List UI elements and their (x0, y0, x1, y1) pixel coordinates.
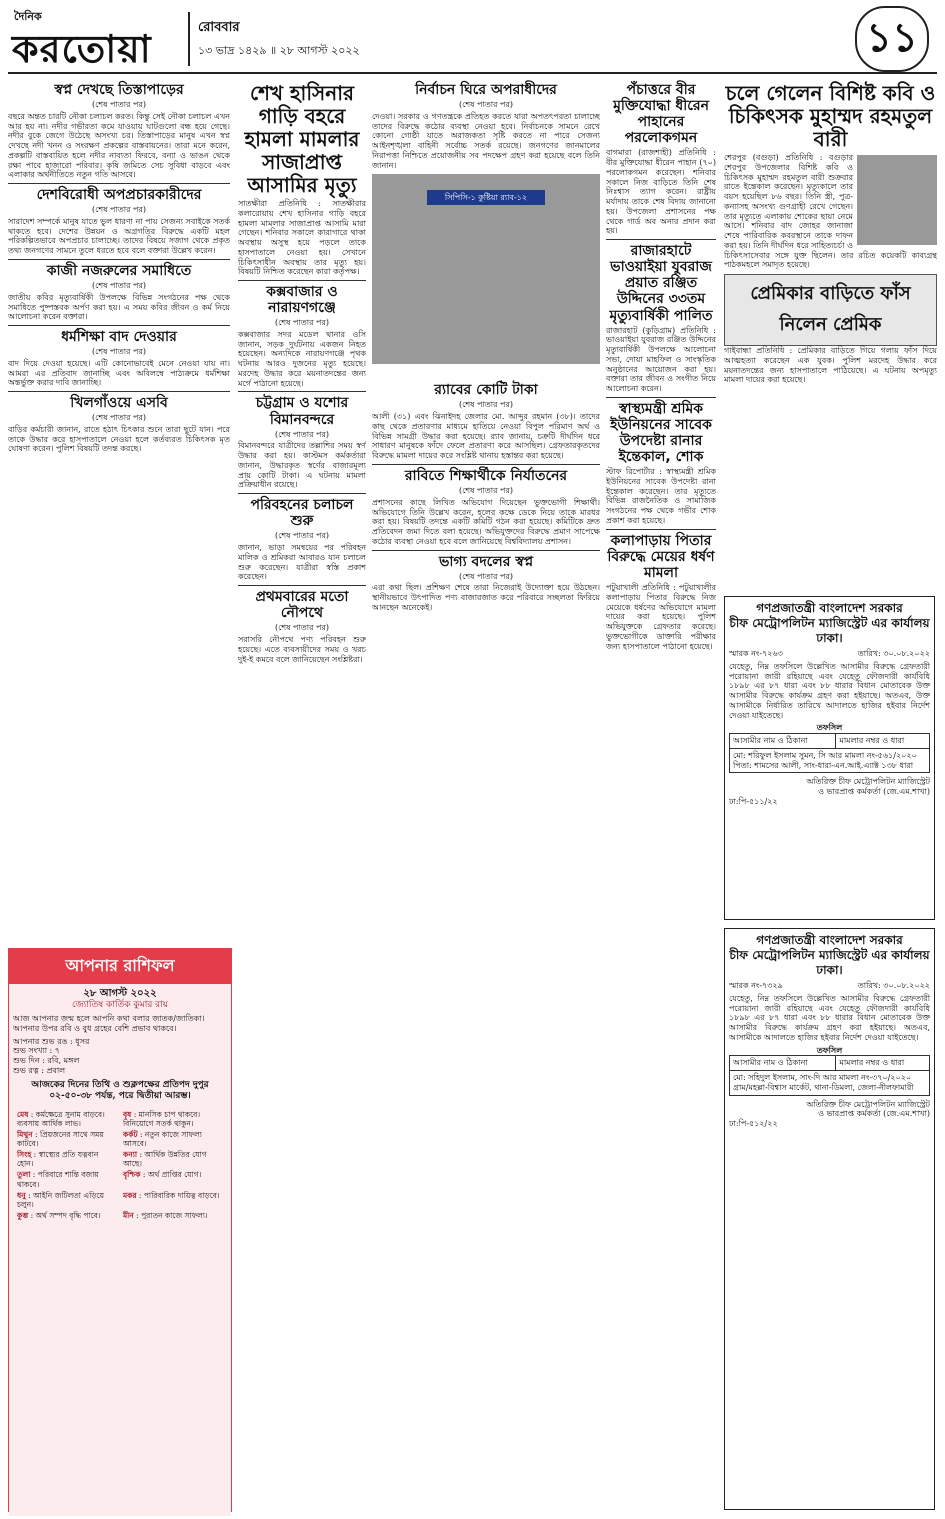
tithi: আজকের দিনের তিথি ও শুক্লপক্ষের প্রতিপদ দুপুর ০২-৫০-৩৮ পর্যন্ত, পরে দ্বিতীয়া আরম্ভ। (31, 1079, 209, 1101)
notice-signature (729, 1100, 930, 1120)
table-row (730, 748, 930, 773)
lucky-item: শুভ দিন : রবি, মঙ্গল (13, 1056, 80, 1066)
divider (8, 183, 230, 184)
signature-line: অতিরিক্ত চীফ মেট্রোপলিটন ম্যাজিস্ট্রেট (806, 1099, 930, 1109)
zodiac-item: মিথুন : প্রিয়জনের সাথে সময় কাটবে। (17, 1129, 104, 1149)
column-4 (606, 80, 716, 1510)
zodiac-item: কুম্ভ : অর্থ সম্পদ বৃদ্ধি পাবে। (17, 1211, 101, 1220)
notice-body: যেহেতু, নিম্ন তফসিলে উল্লেখিত আসামীর বিরুদ্ধে গ্রেফতারী পরোয়ানা জারী রহিয়াছে এবং যেহেতু ফৌজদারী কার্যবিধি ১৮৯৮ এর ৮৭ ধারা এবং ৮৮ ধারার বিধান মোতাবেক উক্ত আসামীর বিরুদ্ধে কার্যক্রম গ্রহণ করা হইয়াছে। অতএব, আসামীকে আদালতে হাজির হইবার নির্দেশ দেওয়া যাইতেছে। (729, 993, 930, 1042)
horoscope-intro: আজ আপনার জন্ম হলে আপনি কথা বলার জাতক/জাতিকা। আপনার উপর রবি ও বুধ গ্রহের বেশি প্রভাব থাকবে। (13, 1014, 205, 1033)
photo-sign: সিপিসি-১ কুষ্টিয়া র‌্যাব-১২ (427, 190, 546, 206)
continuation-note: (শেষ পাতার পর) (274, 318, 330, 328)
continuation-note: (শেষ পাতার পর) (458, 571, 514, 581)
headline: প্রথমবারের মতো নৌপথে (255, 589, 349, 622)
zodiac-name: ধনু (17, 1190, 26, 1200)
notice-ref: স্মারক নং-৭২৬৩ (729, 649, 783, 658)
notice-signature (729, 777, 930, 797)
headline: দেশবিরোধী অপপ্রচারকারীদের (36, 187, 202, 204)
lucky-item: শুভ সংখ্যা : ৭ (13, 1046, 60, 1056)
zodiac-name: বৃশ্চিক (123, 1170, 141, 1180)
weekday: রোববার (198, 20, 240, 35)
zodiac-grid (13, 1106, 227, 1225)
article-body: বিমানবন্দরে যাত্রীদের তল্লাশির সময় স্বর্ণ উদ্ধার করা হয়। কাস্টমস কর্মকর্তারা জানান, উদ্ধারকৃত স্বর্ণের বাজারমূল্য প্রায় কোটি টাকা। এ ঘটনায় মামলা প্রক্রিয়াধীন রয়েছে। (238, 441, 366, 490)
notice-body: যেহেতু, নিম্ন তফসিলে উল্লেখিত আসামীর বিরুদ্ধে গ্রেফতারী পরোয়ানা জারী রহিয়াছে এবং যেহেতু ফৌজদারী কার্যবিধি ১৮৯৮ এর ৮৭ ধারা এবং ৮৮ ধারার বিধান মোতাবেক উক্ত আসামীর বিরুদ্ধে কার্যক্রম গ্রহণ করা হইয়াছে। অতএব, উক্ত আসামীকে নির্ধারিত তারিখে আদালতে হাজির হইবার নির্দেশ দেওয়া যাইতেছে। (729, 661, 930, 720)
zodiac-text: পারিবারিক দায়িত্ব বাড়বে। (143, 1190, 220, 1200)
accused-address: পিতা: শামসের আলী, সাং-ধারা-এন.আই.এ্যাক্ট ১৩৮ ধারা (733, 760, 914, 770)
notice-date: তারিখ: ৩০.০৮.২০২২ (857, 649, 930, 658)
horoscope-body (9, 984, 231, 1516)
zodiac-text: আর্থিক উন্নতির যোগ আছে। (123, 1150, 207, 1169)
continuation-note: (শেষ পাতার পর) (274, 623, 330, 633)
headline: রাজারহাটে ভাওয়াইয়া যুবরাজ প্রয়াত রঞ্জিত উদ্দিনের ৩৩তম মৃত্যুবার্ষিকী পালিত (609, 243, 713, 324)
article-body: বছরে অন্তত চারটি নৌকা চলাচল করত। কিন্তু সেই নৌকা চলাচল এখন আর হয় না। নদীর গভীরতা কমে যাওয়ায় ঘাটগুলো বন্ধ হয়ে গেছে। নদীর বুকে জেগে উঠেছে অসংখ্য চর। তিস্তাপাড়ের মানুষ এখন স্বপ্ন দেখছে নদী খনন ও সংরক্ষণ প্রকল্পের বাস্তবায়নের। তারা মনে করেন, প্রকল্পটি বাস্তবায়িত হলে নদীর নাব্যতা ফিরবে, বন্যা ও ভাঙন থেকে রক্ষা পাবে হাজারো পরিবার। কৃষি জমিতে সেচ সুবিধা বাড়বে এবং এলাকার অর্থনীতিতে নতুন গতি আসবে। (8, 111, 230, 180)
headline: খিলগাঁওয়ে এসবি (70, 395, 168, 412)
headline: পঁচাত্তরে বীর মুক্তিযোদ্ধা ধীরেন পাহানের পরলোকগমন (613, 82, 709, 147)
page-number: ১১ (855, 6, 929, 72)
zodiac-text: পরিবারে শান্তি বজায় থাকবে। (17, 1170, 99, 1189)
article-body: সাতক্ষীরা প্রতিনিধি : সাতক্ষীরার কলারোয়ায় শেখ হাসিনার গাড়ি বহরে হামলা মামলার সাজাপ্রাপ্ত আসামি মারা গেছেন। শনিবার সকালে কারাগারে থাকা অবস্থায় অসুস্থ হয়ে পড়লে তাকে হাসপাতালে নেওয়া হয়। সেখানে চিকিৎসাধীন অবস্থায় তার মৃত্যু হয়। বিষয়টি নিশ্চিত করেছেন কারা কর্তৃপক্ষ। (238, 199, 366, 277)
article-body: বাগমারা (রাজশাহী) প্রতিনিধি : বীর মুক্তিযোদ্ধা ধীরেন পাহান (৭০) পরলোকগমন করেছেন। শনিবার সকালে নিজ বাড়িতে তিনি শেষ নিঃশ্বাস ত্যাগ করেন। রাষ্ট্রীয় মর্যাদায় তাকে শেষ বিদায় জানানো হয়। উপজেলা প্রশাসনের পক্ষ থেকে গার্ড অব অনার প্রদান করা হয়। (606, 148, 716, 236)
column-3 (372, 80, 600, 1510)
divider (8, 325, 230, 326)
notice-code: ঢা:পি-৫১২/২২ (729, 1119, 778, 1128)
divider (606, 397, 716, 398)
headline: শেখ হাসিনার গাড়ি বহরে হামলা মামলার সাজাপ্রাপ্ত আসামির মৃত্যু (244, 81, 360, 197)
article-body: পটুয়াখালী প্রতিনিধি : পটুয়াখালীর কলাপাড়ায় পিতার বিরুদ্ধে নিজ মেয়েকে ধর্ষণের অভিযোগে মামলা দায়ের করা হয়েছে। পুলিশ অভিযুক্তকে গ্রেফতার করেছে। ভুক্তভোগীকে ডাক্তারি পরীক্ষার জন্য হাসপাতালে পাঠানো হয়েছে। (606, 583, 716, 651)
zodiac-name: মেষ (17, 1109, 29, 1119)
logo-prefix: দৈনিক (14, 10, 42, 23)
continuation-note: (শেষ পাতার পর) (91, 205, 147, 215)
notice-table-title: তফসিল (816, 1044, 843, 1055)
zodiac-item: কর্কট : নতুন কাজে সাফল্য আসবে। (123, 1129, 202, 1149)
issue-date: ১৩ ভাদ্র ১৪২৯ ॥ ২৮ আগস্ট ২০২২ (198, 44, 360, 57)
divider (606, 529, 716, 530)
zodiac-name: মকর (123, 1190, 137, 1200)
portrait-photo (857, 155, 937, 245)
zodiac-text: অর্থ সম্পদ বৃদ্ধি পাবে। (35, 1211, 101, 1220)
article-body: রাজারহাট (কুড়িগ্রাম) প্রতিনিধি : ভাওয়াইয়া যুবরাজ রঞ্জিত উদ্দিনের মৃত্যুবার্ষিকী উপলক্ষে আলোচনা সভা, দোয়া মাহফিল ও সাংস্কৃতিক অনুষ্ঠানের আয়োজন করা হয়। বক্তারা তার জীবন ও সংগীত নিয়ে আলোচনা করেন। (606, 325, 716, 394)
lucky-item: শুভ রত্ন : প্রবাল (13, 1065, 66, 1075)
table-row (730, 1071, 930, 1096)
headline: ভাগ্য বদলের স্বপ্ন (438, 553, 534, 570)
continuation-note: (শেষ পাতার পর) (91, 413, 147, 423)
lucky-list (13, 1037, 227, 1076)
horoscope-title: আপনার রাশিফল (9, 949, 231, 984)
article-body: সারাদেশ সম্পর্কে মানুষ যাতে ভুল ধারণা না পায় সেজন্য সবাইকে সতর্ক থাকতে হবে। দেশের উন্নয়ন ও অগ্রগতির বিরুদ্ধে একটি মহল পরিকল্পিতভাবে অপপ্রচার চালাচ্ছে। তাদের বিষয়ে সজাগ থেকে প্রকৃত তথ্য জনগণের সামনে তুলে ধরতে হবে বলে বক্তারা উল্লেখ করেন। (8, 216, 230, 256)
headline: পরিবহনের চলাচল শুরু (250, 497, 354, 530)
article-body: এরা কথা ছিল। প্রশিক্ষণ শেষে তারা নিজেরাই উদ্যোক্তা হয়ে উঠছেন। স্থানীয়ভাবে উৎপাদিত পণ্য বাজারজাত করে পরিবারে সচ্ছলতা ফিরিয়ে আনছেন অনেকেই। (372, 583, 600, 612)
divider (8, 391, 230, 392)
zodiac-text: আইনি জটিলতা এড়িয়ে চলুন। (17, 1190, 104, 1209)
article-body: গাইবান্ধা প্রতিনিধি : প্রেমিকার বাড়িতে গিয়ে গলায় ফাঁস দিয়ে আত্মহত্যা করেছেন এক যুবক। পুলিশ মরদেহ উদ্ধার করে ময়নাতদন্তের জন্য হাসপাতালে পাঠিয়েছে। এ ঘটনায় অপমৃত্যু মামলা দায়ের করা হয়েছে। (724, 346, 937, 385)
zodiac-text: অর্থ প্রাপ্তির যোগ। (147, 1170, 202, 1180)
zodiac-text: মানসিক চাপ থাকবে। বিনিয়োগে সতর্ক থাকুন। (123, 1109, 201, 1128)
signature-line: ও ভারপ্রাপ্ত কর্মকর্তা (জে.এম.শাখা) (818, 787, 930, 796)
signature-line: ও ভারপ্রাপ্ত কর্মকর্তা (জে.এম.শাখা) (818, 1109, 930, 1119)
headline: স্বপ্ন দেখছে তিস্তাপাড়ের (54, 82, 184, 98)
zodiac-item: কন্যা : আর্থিক উন্নতির যোগ আছে। (123, 1150, 207, 1169)
zodiac-name: মীন (123, 1211, 134, 1220)
divider (8, 259, 230, 260)
divider (238, 391, 366, 392)
headline: চট্টগ্রাম ও যশোর বিমানবন্দরে (255, 395, 349, 428)
zodiac-text: নতুন কাজে সাফল্য আসবে। (123, 1129, 202, 1149)
divider (238, 493, 366, 494)
astrologer-name: জ্যোতিষ কার্তিক কুমার রায় (71, 1000, 169, 1011)
column-2 (238, 80, 366, 1510)
court-notice-1 (724, 596, 935, 920)
headline: চলে গেলেন বিশিষ্ট কবি ও চিকিৎসক মুহাম্মদ রহমতুল বারী (725, 81, 936, 151)
continuation-note: (শেষ পাতার পর) (274, 429, 330, 439)
article-body: দেওয়া। সরকার ও গণতন্ত্রকে প্রতিহত করতে যারা অপতৎপরতা চালাচ্ছে তাদের বিরুদ্ধে কঠোর ব্যবস্থা নেওয়া হবে। নির্বাচনকে সামনে রেখে কোনো গোষ্ঠী যাতে অরাজকতা সৃষ্টি করতে না পারে সেজন্য আইনশৃঙ্খলা বাহিনী সর্বোচ্চ সতর্ক রয়েছে। জনগণের জানমালের নিরাপত্তা নিশ্চিতে প্রয়োজনীয় সব পদক্ষেপ গ্রহণ করা হয়েছে বলে তিনি জানান। (372, 111, 600, 170)
headline: স্বাস্থ্যমন্ত্রী শ্রমিক ইউনিয়নের সাবেক উপদেষ্টা রানার ইন্তেকাল, শোক (610, 400, 712, 466)
zodiac-item: মীন : পুরাতন কাজে সাফল্য। (123, 1211, 208, 1220)
article-body: সরাসরি নৌপথে পণ্য পরিবহন শুরু হয়েছে। এতে ব্যবসায়ীদের সময় ও খরচ দুই-ই কমবে বলে জানিয়েছেন সংশ্লিষ্টরা। (238, 635, 366, 664)
zodiac-name: মিথুন (17, 1129, 33, 1139)
zodiac-name: সিংহ (17, 1150, 32, 1160)
newspaper-logo: করতোয়া (12, 26, 152, 71)
headline: কাজী নজরুলের সমাধিতে (46, 262, 192, 279)
continuation-note: (শেষ পাতার পর) (458, 100, 514, 110)
notice-subtitle: চীফ মেট্রোপলিটন ম্যাজিস্ট্রেট এর কার্যালয় ঢাকা। (729, 948, 930, 977)
article-body: জাতীয় কবির মৃত্যুবার্ষিকী উপলক্ষে বিভিন্ন সংগঠনের পক্ষ থেকে সমাধিতে পুষ্পস্তবক অর্পণ করা হয়। এ সময় কবির জীবন ও কর্ম নিয়ে আলোচনা করেন বক্তারা। (8, 292, 230, 322)
article-body: কক্সবাজার সদর মডেল থানার ওসি জানান, সড়ক দুর্ঘটনায় একজন নিহত হয়েছেন। অন্যদিকে নারায়ণগঞ্জে পৃথক ঘটনায় আরও দুজনের মৃত্যু হয়েছে। মরদেহ উদ্ধার করে ময়নাতদন্তের জন্য মর্গে পাঠানো হয়েছে। (238, 329, 366, 388)
table-header: মামলার নম্বর ও ধারা (836, 1056, 930, 1071)
continuation-note: (শেষ পাতার পর) (91, 100, 147, 110)
zodiac-text: স্বাস্থ্যের প্রতি যত্নবান হোন। (17, 1150, 99, 1169)
continuation-note: (শেষ পাতার পর) (274, 531, 330, 541)
continuation-note: (শেষ পাতার পর) (458, 486, 514, 496)
masthead-divider (188, 12, 190, 66)
table-row (730, 1056, 930, 1071)
headline: ধর্মশিক্ষা বাদ দেওয়ার (61, 329, 177, 346)
divider (238, 280, 366, 281)
zodiac-name: কুম্ভ (17, 1211, 29, 1220)
zodiac-item: ধনু : আইনি জটিলতা এড়িয়ে চলুন। (17, 1190, 104, 1209)
column-1 (8, 80, 230, 940)
news-photo (372, 174, 600, 364)
continuation-note: (শেষ পাতার পর) (91, 347, 147, 357)
notice-ref: স্মারক নং-৭৩২৯ (729, 981, 783, 990)
table-header: আসামীর নাম ও ঠিকানা (730, 1056, 836, 1071)
column-5-top (724, 80, 937, 590)
divider (238, 585, 366, 586)
article-body: স্টাফ রিপোর্টার : স্বাস্থ্যমন্ত্রী শ্রমিক ইউনিয়নের সাবেক উপদেষ্টা রানা ইন্তেকাল করেছেন। তার মৃত্যুতে বিভিন্ন রাজনৈতিক ও সামাজিক সংগঠনের পক্ষ থেকে গভীর শোক প্রকাশ করা হয়েছে। (606, 467, 716, 525)
zodiac-text: কর্মক্ষেত্রে সুনাম বাড়বে। ব্যবসায় আর্থিক লাভ। (17, 1109, 105, 1128)
zodiac-name: বৃষ (123, 1109, 132, 1119)
notice-title: গণপ্রজাতন্ত্রী বাংলাদেশ সরকার (756, 933, 903, 947)
zodiac-name: কন্যা (123, 1150, 138, 1160)
zodiac-item: বৃষ : মানসিক চাপ থাকবে। বিনিয়োগে সতর্ক থাকুন। (123, 1109, 201, 1128)
article-body: বাড়ির কর্মচারী জানান, রাতে হঠাৎ চিৎকার শুনে তারা ছুটে যান। পরে তাকে উদ্ধার করে হাসপাতালে নেওয়া হলে কর্তব্যরত চিকিৎসক মৃত ঘোষণা করেন। পুলিশ বিষয়টি তদন্ত করছে। (8, 424, 230, 454)
table-row (730, 734, 930, 749)
headline: কক্সবাজার ও নারায়ণগঞ্জে (266, 284, 338, 317)
continuation-note: (শেষ পাতার পর) (91, 281, 147, 291)
continuation-note: (শেষ পাতার পর) (458, 400, 514, 410)
accused-name: মো: শরিফুল ইসলাম সুমন, সি আর মামলা নং-৫৬১/২০২০ (733, 750, 917, 760)
divider (372, 464, 600, 465)
horoscope-date: ২৮ আগস্ট ২০২২ (83, 988, 157, 999)
notice-subtitle: চীফ মেট্রোপলিটন ম্যাজিস্ট্রেট এর কার্যালয় ঢাকা। (729, 616, 930, 645)
zodiac-item: মকর : পারিবারিক দায়িত্ব বাড়বে। (123, 1190, 220, 1200)
divider (372, 550, 600, 551)
masthead (8, 6, 937, 74)
horoscope-box (8, 948, 232, 1512)
headline-banner: প্রেমিকার বাড়িতে ফাঁস নিলেন প্রেমিক (724, 274, 937, 346)
zodiac-text: পুরাতন কাজে সাফল্য। (141, 1211, 208, 1220)
article-body: শেরপুর (বগুড়া) প্রতিনিধি : বগুড়ার শেরপুর উপজেলার বিশিষ্ট কবি ও চিকিৎসক মুহাম্মদ রহমতুল বারী শুক্রবার রাতে ইন্তেকাল করেছেন। মৃত্যুকালে তার বয়স হয়েছিল ৮৬ বছর। তিনি স্ত্রী, পুত্র-কন্যাসহ অসংখ্য গুণগ্রাহী রেখে গেছেন। তার মৃত্যুতে এলাকায় শোকের ছায়া নেমে আসে। শনিবার বাদ জোহর জানাজা শেষে পারিবারিক কবরস্থানে তাকে দাফন করা হয়। তিনি দীর্ঘদিন ধরে সাহিত্যচর্চা ও চিকিৎসাসেবার সঙ্গে যুক্ত ছিলেন। তার রচিত কয়েকটি কাব্যগ্রন্থ পাঠকমহলে সমাদৃত হয়েছে। (724, 153, 937, 270)
table-header: মামলার নম্বর ও ধারা (836, 734, 930, 749)
zodiac-name: কর্কট (123, 1129, 138, 1139)
article-body: প্রশাসনের কাছে লিখিত অভিযোগ দিয়েছেন ভুক্তভোগী শিক্ষার্থী। অভিযোগে তিনি উল্লেখ করেন, হলের কক্ষে ডেকে নিয়ে তাকে মারধর করা হয়। বিষয়টি তদন্তে একটি কমিটি গঠন করা হয়েছে। কমিটিকে দ্রুত প্রতিবেদন জমা দিতে বলা হয়েছে। অভিযুক্তদের বিরুদ্ধে প্রমাণ সাপেক্ষে কঠোর ব্যবস্থা নেওয়া হবে বলে জানিয়েছে বিশ্ববিদ্যালয় প্রশাসন। (372, 497, 600, 546)
accused-name: মো: সহিদুল ইসলাম, সাং-দি আর মামলা নং-৩৭০/২০২০ (733, 1073, 912, 1082)
court-notice-2 (724, 928, 935, 1510)
notice-date: তারিখ: ৩০.০৮.২০২২ (857, 981, 930, 990)
table-cell (730, 748, 930, 773)
headline: কলাপাড়ায় পিতার বিরুদ্ধে মেয়ের ধর্ষণ মামলা (607, 532, 715, 581)
article-body: বাদ দিয়ে দেওয়া হয়েছে। এটি কোনোভাবেই মেনে নেওয়া যায় না। আমরা এর প্রতিবাদ জানাচ্ছি এবং অবিলম্বে পাঠ্যক্রমে ধর্মশিক্ষা অন্তর্ভুক্ত করার দাবি জানাচ্ছি। (8, 358, 230, 388)
divider (606, 239, 716, 240)
notice-table (729, 733, 930, 773)
lucky-item: আপনার শুভ রঙ : ধূসর (13, 1036, 90, 1046)
zodiac-item: মেষ : কর্মক্ষেত্রে সুনাম বাড়বে। ব্যবসায় আর্থিক লাভ। (17, 1109, 105, 1128)
headline: র‌্যাবের কোটি টাকা (434, 382, 538, 399)
headline: রাবিতে শিক্ষার্থীকে নির্যাতনের (404, 467, 568, 484)
zodiac-item: বৃশ্চিক : অর্থ প্রাপ্তির যোগ। (123, 1170, 202, 1180)
article-body: আলী (৩১) এবং ঝিনাইদহ জেলার মো. আব্দুর রহমান (৩৮)। তাদের কাছ থেকে প্রতারণার মাধ্যমে হাতিয়ে নেওয়া বিপুল পরিমাণ অর্থ ও বিভিন্ন সামগ্রী উদ্ধার করা হয়েছে। র‌্যাব জানায়, চক্রটি দীর্ঘদিন ধরে সাধারণ মানুষকে ফাঁদে ফেলে প্রতারণা করে আসছিল। গ্রেফতারকৃতদের বিরুদ্ধে মামলা দায়ের করে সংশ্লিষ্ট থানায় হস্তান্তর করা হয়েছে। (372, 412, 600, 461)
notice-title: গণপ্রজাতন্ত্রী বাংলাদেশ সরকার (756, 601, 903, 615)
notice-table (729, 1055, 930, 1095)
notice-table-title: তফসিল (816, 722, 843, 733)
zodiac-text: প্রিয়জনের সাথে সময় কাটবে। (17, 1129, 104, 1149)
headline: নির্বাচন ঘিরে অপরাধীদের (415, 82, 557, 98)
article-body: জানান, ভাড়া সমন্বয়ের পর পরিবহন মালিক ও শ্রমিকরা আবারও যান চলাচল শুরু করেছেন। যাত্রীরা স্বস্তি প্রকাশ করেছেন। (238, 543, 366, 582)
table-cell (730, 1071, 930, 1096)
table-header: আসামীর নাম ও ঠিকানা (730, 734, 836, 749)
notice-ref-row (729, 981, 930, 991)
zodiac-item: সিংহ : স্বাস্থ্যের প্রতি যত্নবান হোন। (17, 1150, 99, 1169)
notice-code: ঢা:পি-৫১১/২২ (729, 796, 778, 806)
notice-ref-row (729, 649, 930, 659)
signature-line: অতিরিক্ত চীফ মেট্রোপলিটন ম্যাজিস্ট্রেট (806, 777, 930, 787)
zodiac-name: তুলা (17, 1170, 31, 1180)
accused-address: গ্রাম/মহল্লা-বিশ্বাস মার্কেট, থানা-ডিমলা, জেলা-নীলফামারী (733, 1082, 914, 1092)
zodiac-item: তুলা : পরিবারে শান্তি বজায় থাকবে। (17, 1170, 99, 1189)
